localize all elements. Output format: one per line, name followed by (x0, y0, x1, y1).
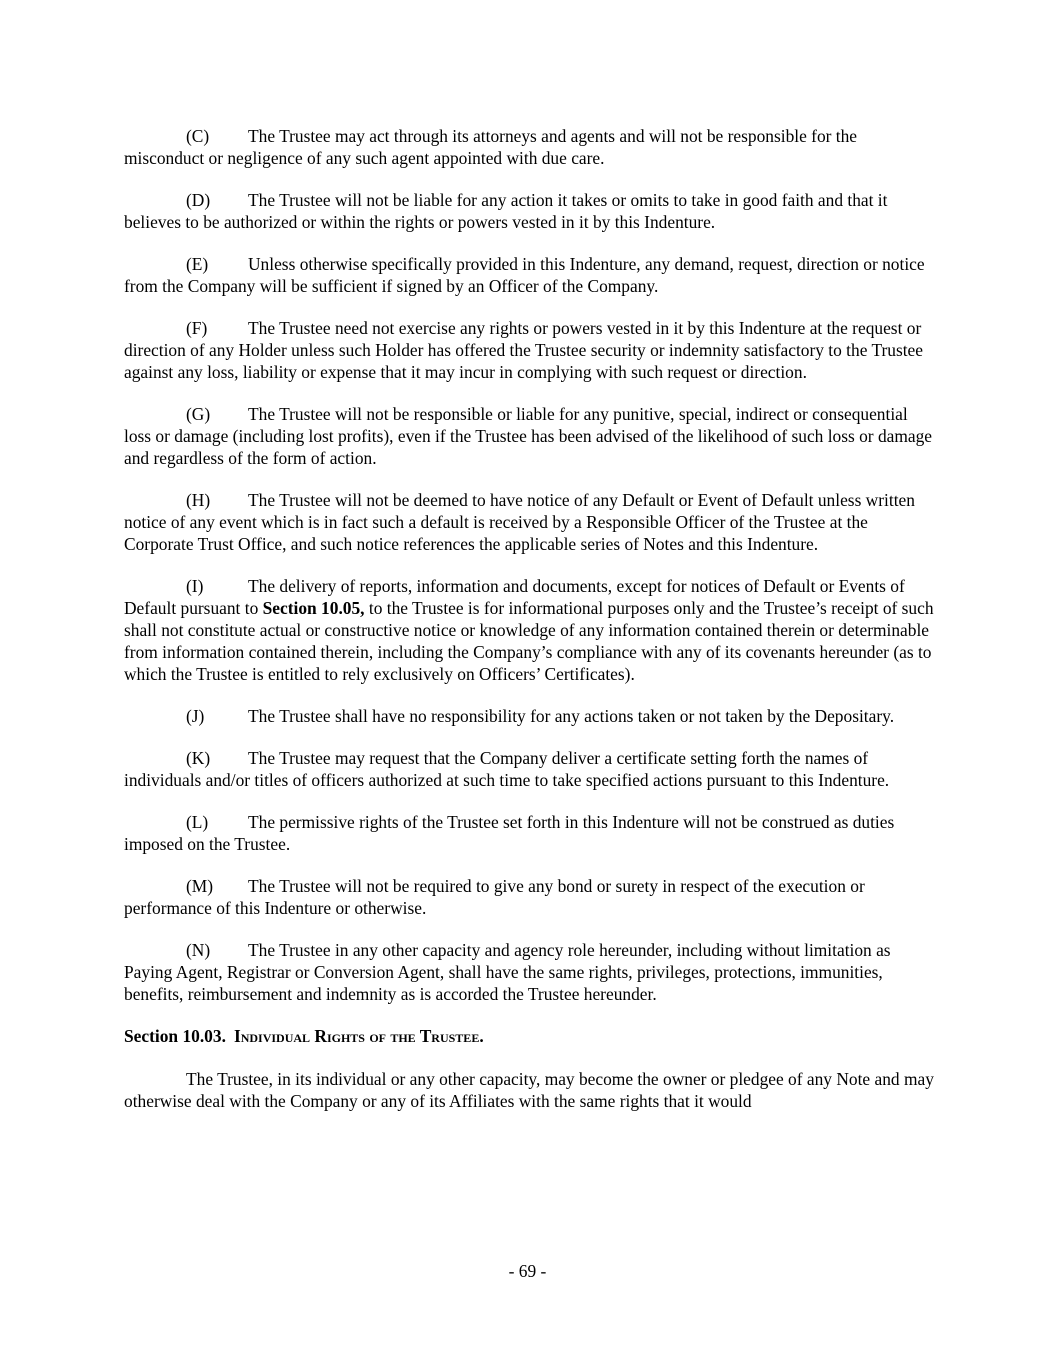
clause-l (124, 811, 934, 855)
clause-g (124, 403, 934, 469)
clause-text: The Trustee will not be liable for any action it takes or omits to take in good faith and that it believes to be authorized or within the rights or powers vested in it by this Indenture. (124, 190, 888, 232)
clause-label: (L) (186, 812, 209, 832)
clause-text: The permissive rights of the Trustee set forth in this Indenture will not be construed as duties imposed on the Trustee. (124, 812, 895, 854)
clause-label: (M) (186, 876, 214, 896)
clause-text: The delivery of reports, information and documents, except for notices of Default or Events of Default pursuant to (124, 576, 905, 618)
clause-text: The Trustee may request that the Company deliver a certificate setting forth the names of individuals and/or titles of officers authorized at such time to take specified actions pursuant to this Indenture. (124, 748, 890, 790)
clause-label: (C) (186, 126, 210, 146)
clause-k (124, 747, 934, 791)
page-number: - 69 - (508, 1261, 547, 1281)
clause-text: The Trustee shall have no responsibility for any actions taken or not taken by the Depositary. (248, 706, 895, 726)
clause-text: The Trustee in any other capacity and agency role hereunder, including without limitation as Paying Agent, Registrar or Conversion Agent, shall have the same rights, privileges, protections, immunities, benefits, reimbursement and indemnity as is accorded the Trustee hereunder. (124, 940, 891, 1004)
clause-label: (N) (186, 940, 211, 960)
clause-label: (E) (186, 254, 209, 274)
clause-label: (F) (186, 318, 208, 338)
clause-label: (H) (186, 490, 211, 510)
clause-text: The Trustee will not be responsible or liable for any punitive, special, indirect or consequential loss or damage (including lost profits), even if the Trustee has been advised of the likelihood of such loss or damage and regardless of the form of action. (124, 404, 933, 468)
clause-label: (J) (186, 706, 205, 726)
clause-label: (K) (186, 748, 211, 768)
clause-j (124, 705, 934, 727)
clause-n (124, 939, 934, 1005)
document-body (124, 125, 934, 1132)
closing-paragraph: The Trustee, in its individual or any other capacity, may become the owner or pledgee of any Note and may otherwise deal with the Company or any of its Affiliates with the same rights that it would (124, 1069, 934, 1111)
clause-i (124, 575, 934, 685)
clause-text: The Trustee may act through its attorneys and agents and will not be responsible for the misconduct or negligence of any such agent appointed with due care. (124, 126, 858, 168)
clause-text: to the Trustee is for informational purposes only and the Trustee’s receipt of such shall not constitute actual or constructive notice or knowledge of any information contained therein or determinable from information contained therein, including the Company’s compliance with any of its covenants hereunder (as to which the Trustee is entitled to rely exclusively on Officers’ Certificates). (124, 598, 934, 684)
clause-text: The Trustee need not exercise any rights or powers vested in it by this Indenture at the request or direction of any Holder unless such Holder has offered the Trustee security or indemnity satisfactory to the Trustee against any loss, liability or expense that it may incur in complying with such request or direction. (124, 318, 923, 382)
clause-m (124, 875, 934, 919)
section-reference: Section 10.05, (262, 598, 365, 618)
clause-h (124, 489, 934, 555)
clause-d (124, 189, 934, 233)
clause-f (124, 317, 934, 383)
section-heading (124, 1025, 934, 1047)
section-number: Section 10.03. (124, 1026, 226, 1046)
clause-text: Unless otherwise specifically provided in this Indenture, any demand, request, direction or notice from the Company will be sufficient if signed by an Officer of the Company. (124, 254, 925, 296)
clause-text: The Trustee will not be required to give any bond or surety in respect of the execution or performance of this Indenture or otherwise. (124, 876, 865, 918)
clause-e (124, 253, 934, 297)
clause-label: (I) (186, 576, 204, 596)
section-title: Individual Rights of the Trustee. (233, 1026, 484, 1046)
clause-text: The Trustee will not be deemed to have notice of any Default or Event of Default unless written notice of any event which is in fact such a default is received by a Responsible Officer of the Trustee at the Corporate Trust Office, and such notice references the applicable series of Notes and this Indenture. (124, 490, 915, 554)
clause-c (124, 125, 934, 169)
clause-label: (G) (186, 404, 211, 424)
clause-label: (D) (186, 190, 211, 210)
